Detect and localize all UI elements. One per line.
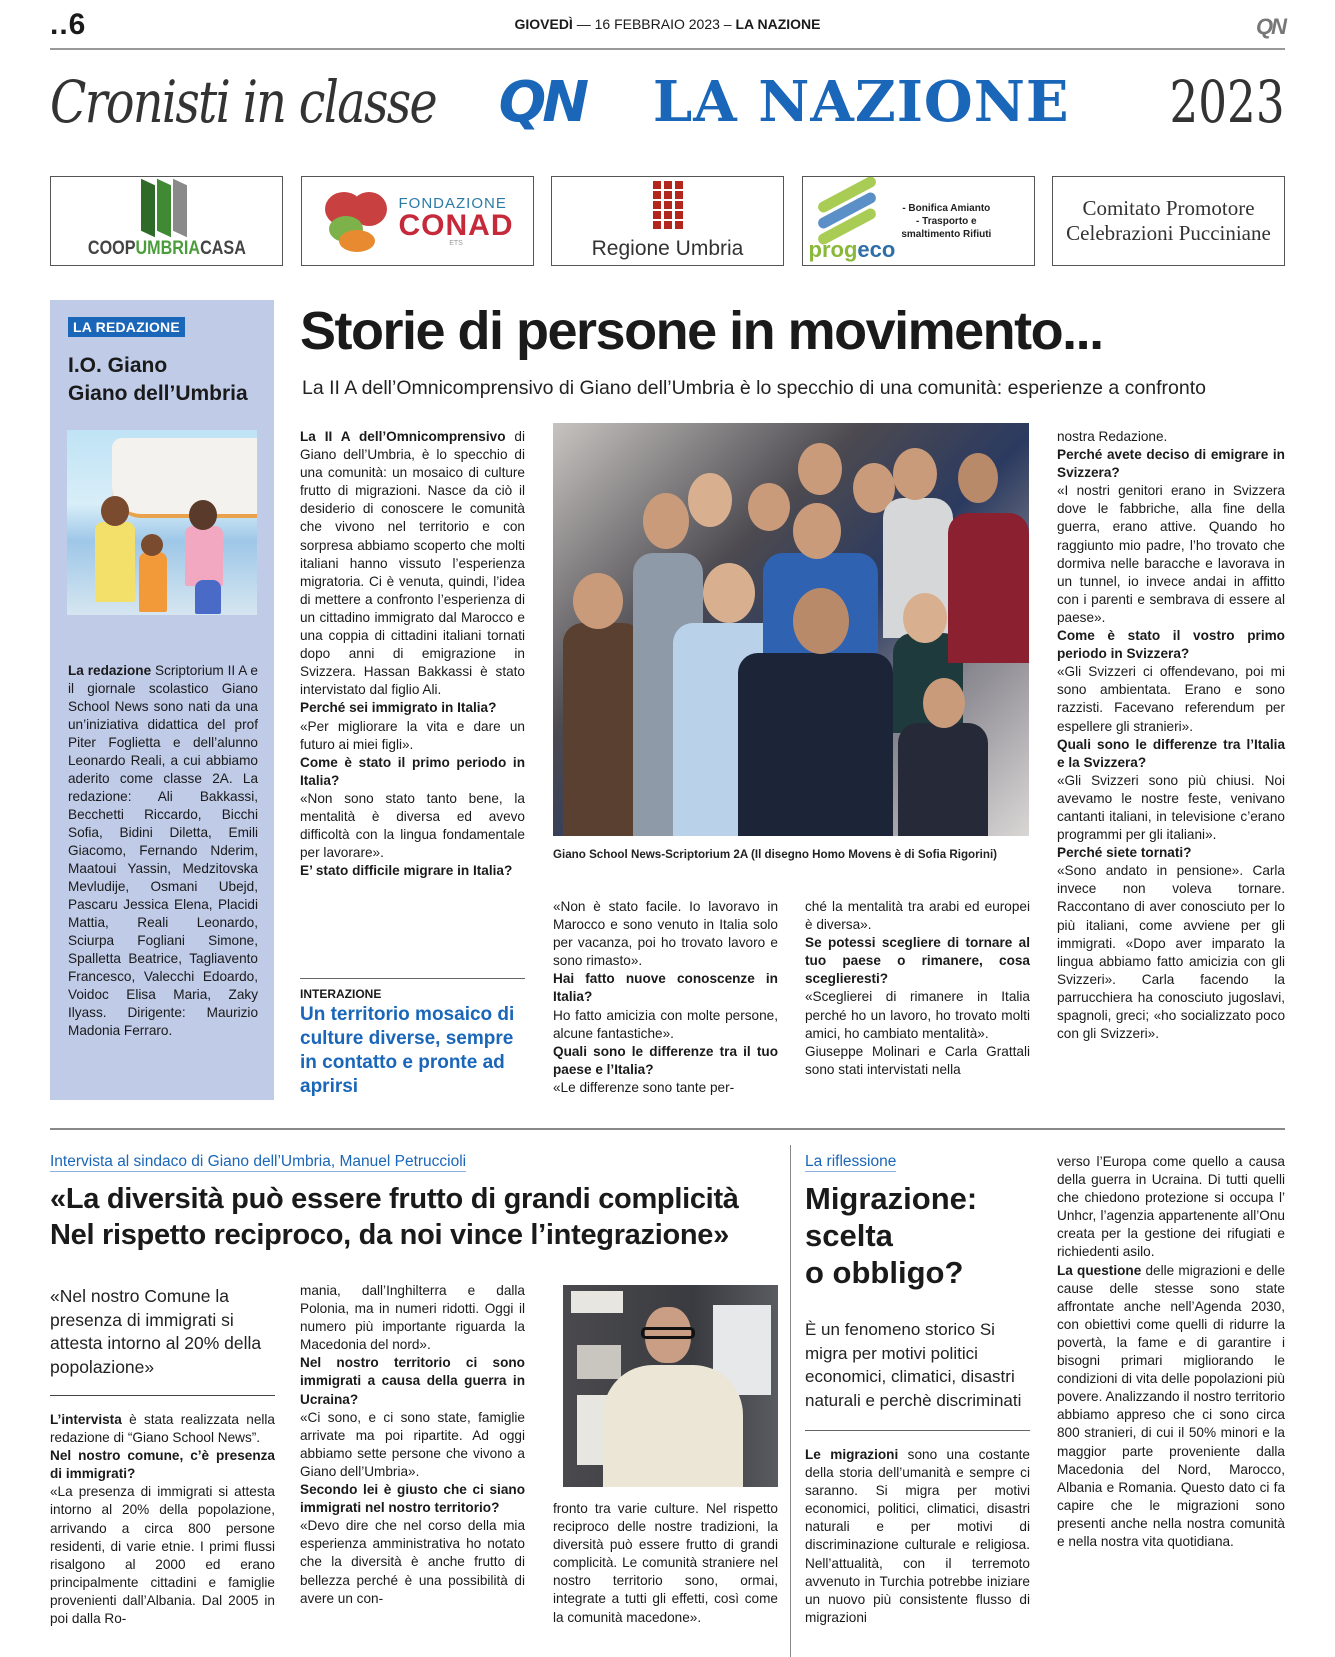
question: Se potessi scegliere di tornare al tuo paese o rimanere, cosa sceglieresti?: [805, 935, 1030, 987]
question: E’ stato difficile migrare in Italia?: [300, 863, 513, 879]
question: Perché siete tornati?: [1057, 845, 1192, 861]
column-divider: [790, 1145, 791, 1657]
answer: «Sceglierei di rimanere in Italia perché ho un lavoro, ho trovato molti amici, ho cambiato mentalità».: [805, 989, 1030, 1041]
question: Nel nostro territorio ci sono immigrati a causa della guerra in Ucraina?: [300, 1355, 525, 1407]
class-group-photo: [553, 423, 1029, 836]
question: Quali sono le differenze tra l’Italia e la Svizzera?: [1057, 736, 1285, 770]
main-article-col3: ché la mentalità tra arabi ed europei è diversa». Se potessi scegliere di tornare al tuo paese o rimanere, cosa sceglieresti? «Sceglierei di rimanere in Italia perché ho un lavoro, ho trovato molti amici, ho cambiato mentalità». Giuseppe Molinari e Carla Grattali sono stati intervistati nella: [805, 899, 1030, 1077]
main-subhead: La II A dell’Omnicomprensivo di Giano dell’Umbria è lo specchio di una comunità: esperienze a confronto: [302, 377, 1206, 399]
sidebar-title: I.O. Giano Giano dell’Umbria: [68, 354, 248, 405]
sponsor-strip: [50, 176, 1285, 266]
mayor-pull-quote: «Nel nostro Comune la presenza di immigrati si attesta intorno al 20% della popolazione»: [50, 1286, 262, 1377]
mayor-col1: L’intervista è stata realizzata nella redazione di “Giano School News”. Nel nostro comune, c’è presenza di immigrati? «La presenza di immigrati si attesta intorno al 20% della popolazione, arrivando a circa 800 persone residenti, di varie etnie. I primi flussi risalgono al 2000 ed erano principalmente cittadini e famiglie provenienti dall’Albania. Dal 2005 in poi dalla Ro-: [50, 1412, 275, 1627]
answer: «I nostri genitori erano in Svizzera dove le fabbriche, alla fine della guerra, erano attive. Quando ho raggiunto mio padre, l’ho trovato che dormiva nelle baracche e lavorava in un tunnel, io invece andai in affitto con i parenti e sembrava di essere al paese».: [1057, 483, 1285, 625]
coopumbriacasa-logo-icon: [137, 182, 197, 234]
qn-logo-icon: QN: [1256, 14, 1285, 39]
question: Hai fatto nuove conoscenze in Italia?: [553, 971, 778, 1005]
answer: «Sono andato in pensione». Carla invece non voleva tornare. Raccontano di aver conosciuto per lo più italiani, come avviene per gli immigrati. «Dopo aver imparato la lingua abbiamo fatto amicizia con gli Svizzeri». Carla facendo la parrucchiera ha conosciuto jugoslavi, spagnoli, greci; «ho socializzato poco con gli Svizzeri».: [1057, 863, 1285, 1042]
answer: «Non sono stato tanto bene, la mentalità è diversa ed avevo difficoltà con la lingua fondamentale per lavorare».: [300, 790, 525, 861]
homo-movens-drawing: [67, 430, 257, 615]
sponsor-comitato-pucciniane: Comitato Promotore Celebrazioni Pucciniane: [1052, 176, 1285, 266]
answer: «Non è stato facile. Io lavoravo in Marocco e sono venuto in Italia solo per vacanza, poi ho trovato lavoro e sono rimasto».: [553, 899, 778, 969]
reflection-pull-quote: È un fenomeno storico Si migra per motivi politici economici, climatici, disastri naturali e perchè discriminati: [805, 1320, 1022, 1410]
masthead: [50, 62, 1285, 142]
qn-masthead-logo: QN: [498, 69, 586, 135]
question: Secondo lei è giusto che ci siano immigrati nel nostro territorio?: [300, 1482, 525, 1516]
sponsor-fondazione-conad: FONDAZIONE CONAD ETS: [301, 176, 534, 266]
interazione-divider: [300, 978, 525, 979]
answer: «La presenza di immigrati si attesta intorno al 20% della popolazione, arrivando a circa 800 persone residenti, di varie etnie. I primi flussi risalgono al 2000 ed erano principalmente cittadini e famiglie provenienti dall’Albania. Dal 2005 in poi dalla Ro-: [50, 1484, 275, 1627]
answer: «Le differenze sono tante per-: [553, 1079, 735, 1095]
series-title: Cronisti in classe: [50, 68, 437, 136]
sponsor-regione-umbria: Regione Umbria: [551, 176, 784, 266]
pull-quote-divider: [50, 1395, 275, 1396]
question: Perché sei immigrato in Italia?: [300, 700, 497, 716]
reflection-divider: [805, 1430, 1030, 1431]
mayor-headline: «La diversità può essere frutto di grandi complicità Nel rispetto reciproco, da noi vince l’integrazione»: [50, 1183, 739, 1251]
question: Nel nostro comune, c’è presenza di immigrati?: [50, 1448, 275, 1482]
main-article-col1: La II A dell’Omnicomprensivo di Giano dell’Umbria, è lo specchio di una comunità: un mosaico di culture frutto di migrazioni. Nasce da ciò il desiderio di conoscere le comunità che vivono nel territorio e con sorpresa abbiamo scoperto che molti italiani hanno vissuto l’esperienza migratoria. Ci è venuta, quindi, l’idea di mettere a confronto l’esperienza di un cittadino immigrato dal Marocco e una coppia di cittadini italiani tornati dopo anni di emigrazione in Svizzera. Hassan Bakkassi è stato intervistato dal figlio Ali. Perché sei immigrato in Italia? «Per migliorare la vita e dare un futuro ai miei figli». Come è stato il primo periodo in Italia? «Non sono stato tanto bene, la mentalità è diversa ed avevo difficoltà con la lingua fondamentale per lavorare». E’ stato difficile migrare in Italia?: [300, 429, 525, 879]
answer: «Gli Svizzeri sono più chiusi. Noi avevamo le nostre feste, venivano cantanti italiani, in televisione c’erano programmi per gli italiani».: [1057, 772, 1285, 843]
reflection-kicker: La riflessione: [805, 1153, 897, 1170]
question: Perché avete deciso di emigrare in Svizzera?: [1057, 447, 1285, 481]
redazione-sidebar: [50, 300, 274, 1100]
section-divider: [50, 1128, 1285, 1130]
answer: «Per migliorare la vita e dare un futuro ai miei figli».: [300, 718, 525, 752]
regione-umbria-emblem-icon: [653, 181, 683, 231]
sidebar-body: La redazione Scriptorium II A e il giornale scolastico Giano School News sono nati da una un’iniziativa didattica del prof Piter Foglietta e dell’alunno Leonardo Reali, a cui abbiamo aderito come classe 2A. La redazione: Ali Bakkassi, Becchetti Riccardo, Bicchi Sofia, Bidini Diletta, Emili Giacomo, Fernando Nderim, Maatoui Yassin, Medzitovska Mevludije, Osmani Ubejd, Pascaru Jessica Elena, Placidi Mattia, Reali Leonardo, Sciurpa Fogliani Simone, Spalletta Beatrice, Tagliavento Francesco, Valecchi Edoardo, Voidoc Elisa Maria, Zaky Ilyass. Dirigente: Maurizio Madonia Ferraro.: [68, 663, 258, 1038]
question: Come è stato il vostro primo periodo in Svizzera?: [1057, 628, 1285, 662]
main-article-col4: nostra Redazione. Perché avete deciso di emigrare in Svizzera? «I nostri genitori erano in Svizzera dove le fabbriche, alla fine della guerra, erano attive. Quando ho raggiunto mio padre, l’ho trovato che dormiva nelle baracche e lavorava in un tunnel, io invece andai in affitto con i parenti e sembrava di essere al paese». Come è stato il vostro primo periodo in Svizzera? «Gli Svizzeri ci offendevano, poi mi sono ambientata. Erano e sono razzisti. Facevano referendum per espellere gli stranieri». Quali sono le differenze tra l’Italia e la Svizzera? «Gli Svizzeri sono più chiusi. Noi avevamo le nostre feste, venivano cantanti italiani, in televisione c’erano programmi per gli italiani». Perché siete tornati? «Sono andato in pensione». Carla invece non voleva tornare. Raccontano di aver conosciuto per lo più italiani, come avviene per gli immigrati. «Dopo aver imparato la lingua abbiamo fatto amicizia con gli Svizzeri». Carla facendo la parrucchiera ha conosciuto jugoslavi, spagnoli, greci; «ho socializzato poco con gli Svizzeri».: [1057, 429, 1285, 1042]
sponsor-coopumbriacasa: COOPUMBRIACASA: [50, 176, 283, 266]
section-badge: LA REDAZIONE: [68, 317, 185, 337]
masthead-year: 2023: [1169, 68, 1285, 136]
mayor-interview-kicker: Intervista al sindaco di Giano dell’Umbria, Manuel Petruccioli: [50, 1153, 467, 1170]
interazione-kicker: INTERAZIONE: [300, 987, 382, 1001]
dateline-date: — 16 FEBBRAIO 2023 –: [576, 16, 732, 32]
progeco-wave-icon: [809, 181, 887, 239]
page-number: ..6: [50, 8, 87, 41]
dateline: [0, 16, 1335, 32]
question: Quali sono le differenze tra il tuo paese e l’Italia?: [553, 1043, 778, 1077]
reflection-title: Migrazione: scelta o obbligo?: [805, 1181, 978, 1290]
mayor-col2: mania, dall’Inghilterra e dalla Polonia, ma in numeri ridotti. Oggi il numero più importante riguarda la Macedonia del nord». Nel nostro territorio ci sono immigrati a causa della guerra in Ucraina? «Ci sono, e ci sono state, famiglie arrivate ma poi ripartite. Ad oggi abbiamo sette persone che vivono a Giano dell’Umbria». Secondo lei è giusto che ci siano immigrati nel nostro territorio? «Devo dire che nel corso della mia esperienza amministrativa ho notato che la diversità è anche frutto di bellezza perché è una possibilità di avere un con-: [300, 1283, 525, 1606]
main-article-col2: [553, 898, 778, 1097]
photo-caption: Giano School News-Scriptorium 2A (Il disegno Homo Movens è di Sofia Rigorini): [553, 848, 998, 861]
question: Come è stato il primo periodo in Italia?: [300, 754, 525, 788]
conad-heart-icon: [321, 188, 393, 254]
reflection-col1: Le migrazioni sono una costante della storia dell’umanità e sempre ci saranno. Si migra per motivi economici, politici, climatici, disastri naturali e per motivi di discriminazione culturale e religiosa. Nell’attualità, con il terremoto avvenuto in Turchia potrebbe iniziare un nuovo più consistente flusso di migrazioni: [805, 1447, 1030, 1625]
dateline-day: GIOVEDÌ: [514, 16, 573, 32]
header-divider: [50, 48, 1285, 50]
main-headline: Storie di persone in movimento...: [300, 301, 1103, 361]
paper-masthead: LA NAZIONE: [652, 69, 1070, 135]
mayor-col3: fronto tra varie culture. Nel rispetto reciproco delle nostre tradizioni, la diversità può essere frutto di grandi complicità. Le comunità straniere nel nostro territorio sono, ormai, integrate a tutti gli effetti, così come la comunità macedone».: [553, 1501, 778, 1625]
interazione-title: Un territorio mosaico di culture diverse, sempre in contatto e pronte ad aprirsi: [300, 1004, 515, 1097]
answer: «Devo dire che nel corso della mia esperienza amministrativa ho notato che la diversità è anche frutto di bellezza perché è una possibilità di avere un con-: [300, 1518, 525, 1606]
mayor-photo: [563, 1285, 778, 1487]
answer: «Ci sono, e ci sono state, famiglie arrivate ma poi ripartite. Ad oggi abbiamo sette persone che vivono a Giano dell’Umbria».: [300, 1409, 525, 1479]
answer: «Gli Svizzeri ci offendevano, poi mi sono ambientata. Erano e sono razzisti. Facevano referendum per espellere gli stranieri».: [1057, 664, 1285, 734]
dateline-paper: LA NAZIONE: [735, 16, 821, 32]
answer: Ho fatto amicizia con molte persone, alcune fantastiche».: [553, 1007, 778, 1041]
reflection-col2: verso l’Europa come quello a causa della guerra in Ucraina. Di tutti quelli che chiedono protezione si occupa l’ Unhcr, l’agenzia appartenente all’Onu creata per la gestione dei rifugiati e richiedenti asilo. La questione delle migrazioni e delle cause delle stesse sono state affrontate anche nell’Agenda 2030, con obiettivi come quelli di ridurre la povertà, la fame e di garantire i bisogni primari migliorando le condizioni di vita delle popolazioni più povere. Analizzando il nostro territorio abbiamo appreso che ci sono circa 800 stranieri, di cui il 50% minori e la maggior parte proveniente dalla Macedonia del Nord, Marocco, Albania e Romania. Questo dato ci fa capire che le migrazioni sono presenti anche nella nostra comunità e nella nostra vita quotidiana.: [1057, 1154, 1285, 1549]
sponsor-progeco: progeco - Bonifica Amianto - Trasporto e smaltimento Rifiuti: [802, 176, 1035, 266]
